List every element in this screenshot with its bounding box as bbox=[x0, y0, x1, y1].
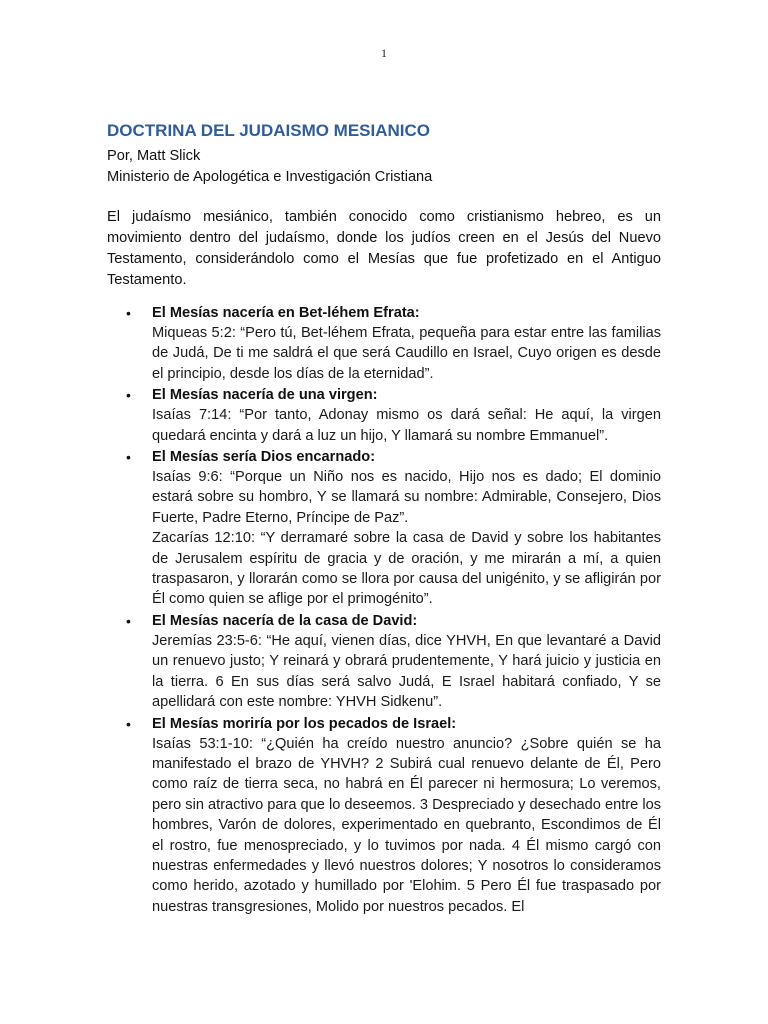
scripture-quote: Zacarías 12:10: “Y derramaré sobre la casa de David y sobre los habitantes de Jerusalem espíritu de gracia y de oración, y me mirarán a mí, a quien traspasaron, y llorarán como se llora por causa del unigénito, y se afligirán por Él como quien se aflige por el primogénito”. bbox=[152, 530, 661, 608]
scripture-quote: Miqueas 5:2: “Pero tú, Bet-léhem Efrata, pequeña para estar entre las familias de Judá, De ti me saldrá el que será Caudillo en Israel, Cuyo origen es desde el principio, desde los días de la eternidad”. bbox=[152, 325, 661, 382]
author-line: Por, Matt Slick bbox=[107, 148, 201, 164]
page-number: 1 bbox=[381, 46, 387, 60]
scripture-quote: Isaías 9:6: “Porque un Niño nos es nacido, Hijo nos es dado; El dominio estará sobre su hombro, Y se llamará su nombre: Admirable, Consejero, Dios Fuerte, Padre Eterno, Príncipe de Paz”. bbox=[152, 469, 661, 526]
prophecy-heading: El Mesías nacería de una virgen: bbox=[152, 387, 378, 404]
prophecy-item bbox=[107, 447, 661, 610]
ministry-line: Ministerio de Apologética e Investigación Cristiana bbox=[107, 169, 433, 185]
scripture-quote: Isaías 7:14: “Por tanto, Adonay mismo os dará señal: He aquí, la virgen quedará encinta y dará a luz un hijo, Y llamará su nombre Emmanuel”. bbox=[152, 407, 661, 444]
prophecy-item bbox=[107, 303, 661, 384]
scripture-quote: Isaías 53:1-10: “¿Quién ha creído nuestro anuncio? ¿Sobre quién se ha manifestado el brazo de YHVH? 2 Subirá cual renuevo delante de Él, Pero como raíz de tierra seca, no habrá en Él parecer ni hermosura; Lo veremos, pero sin atractivo para que lo deseemos. 3 Despreciado y desechado entre los hombres, Varón de dolores, experimentado en quebranto, Escondimos de Él el rostro, fue menospreciado, y lo tuvimos por nada. 4 Él mismo cargó con nuestras enfermedades y llevó nuestros dolores; Y nosotros lo consideramos como herido, azotado y humillado por 'Elohim. 5 Pero Él fue traspasado por nuestras transgresiones, Molido por nuestros pecados. El bbox=[152, 735, 661, 915]
document-title: DOCTRINA DEL JUDAISMO MESIANICO bbox=[107, 121, 431, 140]
scripture-quote: Jeremías 23:5-6: “He aquí, vienen días, dice YHVH, En que levantaré a David un renuevo justo; Y reinará y obrará prudentemente, Y hará juicio y justicia en la tierra. 6 En sus días será salvo Judá, E Israel habitará confiado, Y se apellidará con este nombre: YHVH Sidkenu”. bbox=[152, 632, 661, 711]
bullet-icon: • bbox=[126, 449, 131, 466]
bullet-icon: • bbox=[126, 715, 131, 732]
prophecy-heading: El Mesías moriría por los pecados de Israel: bbox=[152, 715, 457, 732]
prophecy-item bbox=[107, 611, 661, 713]
prophecy-item bbox=[107, 714, 661, 918]
bullet-icon: • bbox=[126, 387, 131, 404]
document-body bbox=[107, 120, 661, 918]
intro-paragraph: El judaísmo mesiánico, también conocido como cristianismo hebreo, es un movimiento dentro del judaísmo, donde los judíos creen en el Jesús del Nuevo Testamento, considerándolo como el Mesías que fue profetizado en el Antiguo Testamento. bbox=[107, 209, 661, 288]
prophecy-heading: El Mesías nacería de la casa de David: bbox=[152, 612, 418, 629]
bullet-icon: • bbox=[126, 305, 131, 321]
prophecy-item bbox=[107, 385, 661, 446]
prophecy-heading: El Mesías nacería en Bet-léhem Efrata: bbox=[152, 305, 420, 321]
bullet-icon: • bbox=[126, 612, 131, 629]
prophecy-list bbox=[107, 303, 661, 917]
prophecy-heading: El Mesías sería Dios encarnado: bbox=[152, 449, 376, 466]
